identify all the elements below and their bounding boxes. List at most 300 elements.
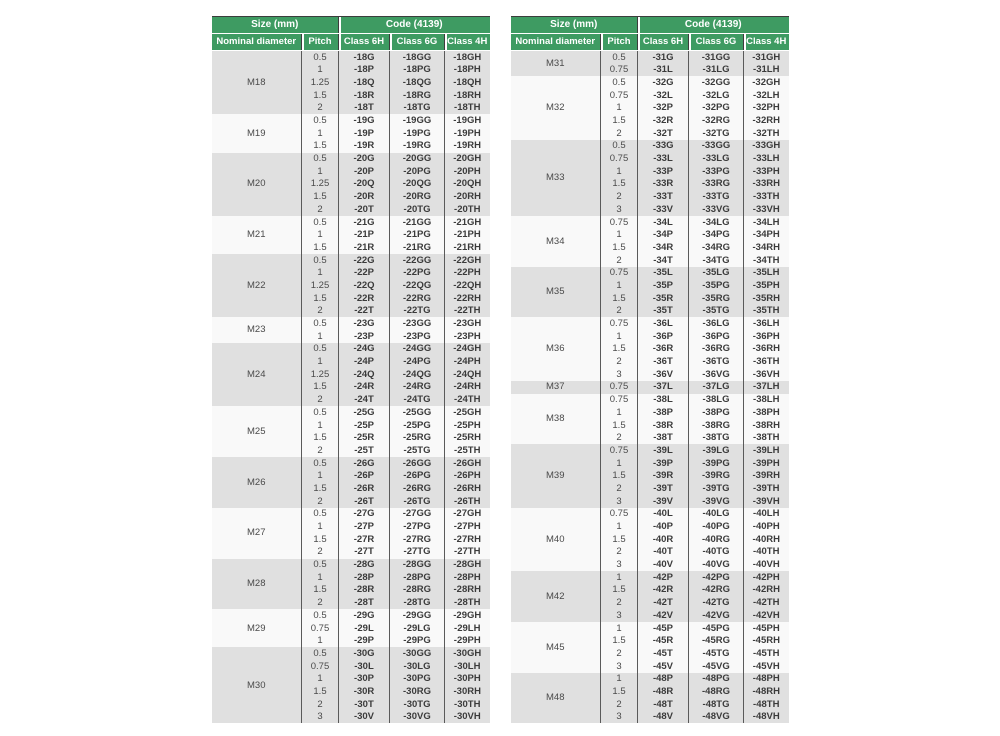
class-6g-code-cell: -18GG <box>390 51 445 64</box>
class-4h-code-cell: -18TH <box>445 102 490 115</box>
class-4h-code-cell: -32GH <box>744 76 789 89</box>
class-6h-code-cell: -36L <box>638 317 689 330</box>
class-6h-code-cell: -24G <box>339 343 390 356</box>
class-4h-code-cell: -40PH <box>744 520 789 533</box>
pitch-cell: 1.25 <box>302 279 339 292</box>
class-4h-code-cell: -48VH <box>744 711 789 724</box>
pitch-cell: 1.25 <box>302 76 339 89</box>
class-6g-code-cell: -34LG <box>689 216 744 229</box>
pitch-cell: 0.5 <box>302 609 339 622</box>
class-6g-code-cell: -27GG <box>390 508 445 521</box>
class-6g-code-cell: -39RG <box>689 470 744 483</box>
class-6g-code-cell: -27PG <box>390 520 445 533</box>
nominal-diameter-cell: M36 <box>511 317 601 380</box>
class-4h-code-cell: -39VH <box>744 495 789 508</box>
class-6h-code-cell: -24Q <box>339 368 390 381</box>
class-6g-code-cell: -34TG <box>689 254 744 267</box>
class-6g-code-cell: -35LG <box>689 267 744 280</box>
class-6h-code-cell: -39R <box>638 470 689 483</box>
class-6h-code-cell: -32R <box>638 114 689 127</box>
class-6h-code-cell: -33P <box>638 165 689 178</box>
pitch-cell: 1 <box>302 267 339 280</box>
pitch-cell: 1 <box>601 330 638 343</box>
table-row <box>212 343 490 356</box>
pitch-cell: 0.75 <box>302 622 339 635</box>
class-6h-code-cell: -38L <box>638 394 689 407</box>
class-6h-code-cell: -32G <box>638 76 689 89</box>
class-4h-code-cell: -30RH <box>445 685 490 698</box>
class-6h-code-cell: -40P <box>638 520 689 533</box>
class-6g-code-cell: -42TG <box>689 597 744 610</box>
class-6h-code-cell: -42R <box>638 584 689 597</box>
class-6h-code-cell: -24P <box>339 356 390 369</box>
class-4h-code-cell: -37LH <box>744 381 789 394</box>
pitch-cell: 0.75 <box>601 444 638 457</box>
class-6g-code-cell: -19PG <box>390 127 445 140</box>
class-4h-code-cell: -19PH <box>445 127 490 140</box>
table-row <box>212 153 490 166</box>
nominal-diameter-cell: M39 <box>511 444 601 507</box>
nominal-diameter-cell: M32 <box>511 76 601 139</box>
class-6h-code-cell: -27R <box>339 533 390 546</box>
class-6g-code-cell: -36VG <box>689 368 744 381</box>
pitch-cell: 2 <box>601 597 638 610</box>
pitch-cell: 2 <box>302 444 339 457</box>
pitch-cell: 3 <box>601 660 638 673</box>
class-6h-code-cell: -26T <box>339 495 390 508</box>
pitch-cell: 0.5 <box>302 343 339 356</box>
class-6g-code-cell: -40PG <box>689 520 744 533</box>
class-6g-code-cell: -48PG <box>689 673 744 686</box>
table-row <box>212 609 490 622</box>
class-6h-code-cell: -35P <box>638 279 689 292</box>
class-4h-code-cell: -35TH <box>744 305 789 318</box>
class-6g-code-cell: -22PG <box>390 267 445 280</box>
pitch-cell: 1 <box>601 279 638 292</box>
class-6h-code-cell: -28T <box>339 597 390 610</box>
table-row <box>212 254 490 267</box>
pitch-cell: 1.5 <box>601 178 638 191</box>
class-6h-code-cell: -29P <box>339 635 390 648</box>
class-6g-code-cell: -33RG <box>689 178 744 191</box>
class-6h-code-cell: -18R <box>339 89 390 102</box>
class-4h-code-cell: -48PH <box>744 673 789 686</box>
class-6h-code-cell: -33V <box>638 203 689 216</box>
pitch-cell: 3 <box>601 559 638 572</box>
class-4h-code-cell: -40TH <box>744 546 789 559</box>
class-6h-code-cell: -36V <box>638 368 689 381</box>
class-6g-code-cell: -30PG <box>390 673 445 686</box>
class-6g-code-cell: -24PG <box>390 356 445 369</box>
pitch-cell: 1.5 <box>601 533 638 546</box>
class-6g-code-cell: -32RG <box>689 114 744 127</box>
class-6g-code-cell: -39VG <box>689 495 744 508</box>
class-6g-code-cell: -22RG <box>390 292 445 305</box>
class-4h-code-cell: -45TH <box>744 647 789 660</box>
class-4h-code-cell: -45RH <box>744 635 789 648</box>
class-6g-code-cell: -40VG <box>689 559 744 572</box>
class-4h-code-cell: -45PH <box>744 622 789 635</box>
class-6h-code-cell: -38R <box>638 419 689 432</box>
class-4h-code-cell: -24GH <box>445 343 490 356</box>
class-6h-code-cell: -20Q <box>339 178 390 191</box>
class-6h-code-cell: -39L <box>638 444 689 457</box>
class-4h-code-cell: -22RH <box>445 292 490 305</box>
class-6h-code-cell: -48V <box>638 711 689 724</box>
class-4h-code-cell: -32TH <box>744 127 789 140</box>
table-row <box>212 216 490 229</box>
pitch-cell: 1.25 <box>302 368 339 381</box>
class-6h-code-cell: -42V <box>638 609 689 622</box>
class-6g-code-cell: -23PG <box>390 330 445 343</box>
pitch-cell: 1 <box>302 127 339 140</box>
class-6g-code-cell: -36LG <box>689 317 744 330</box>
class-4h-code-cell: -25GH <box>445 406 490 419</box>
table-row <box>212 317 490 330</box>
class-6h-code-cell: -30P <box>339 673 390 686</box>
pitch-cell: 0.5 <box>601 51 638 64</box>
table-row <box>212 559 490 572</box>
class-6h-code-cell: -22Q <box>339 279 390 292</box>
class-6g-code-cell: -42PG <box>689 571 744 584</box>
class-6h-code-cell: -30G <box>339 647 390 660</box>
pitch-cell: 0.5 <box>302 153 339 166</box>
pitch-cell: 1 <box>302 470 339 483</box>
class-4h-code-cell: -48TH <box>744 698 789 711</box>
class-6g-code-cell: -48TG <box>689 698 744 711</box>
class-6h-code-cell: -36P <box>638 330 689 343</box>
class-4h-code-cell: -18RH <box>445 89 490 102</box>
class-4h-code-cell: -27TH <box>445 546 490 559</box>
header-column-row <box>511 34 789 51</box>
class-6h-code-cell: -21R <box>339 241 390 254</box>
class-4h-code-cell: -24PH <box>445 356 490 369</box>
class-6h-code-cell: -40R <box>638 533 689 546</box>
class-4h-code-cell: -35RH <box>744 292 789 305</box>
class-4h-code-cell: -30PH <box>445 673 490 686</box>
class-4h-code-cell: -19GH <box>445 114 490 127</box>
class-4h-code-cell: -20PH <box>445 165 490 178</box>
pitch-cell: 2 <box>601 191 638 204</box>
class-4h-code-cell: -24RH <box>445 381 490 394</box>
pitch-cell: 0.75 <box>601 317 638 330</box>
pitch-cell: 0.5 <box>601 76 638 89</box>
class-4h-code-cell: -18QH <box>445 76 490 89</box>
class-4h-code-cell: -33RH <box>744 178 789 191</box>
size-group-header: Size (mm) <box>212 17 339 34</box>
class-4h-code-cell: -26TH <box>445 495 490 508</box>
pitch-cell: 0.75 <box>601 64 638 77</box>
class-6g-code-cell: -35PG <box>689 279 744 292</box>
table-row <box>212 508 490 521</box>
table-row <box>511 444 789 457</box>
class-6g-code-cell: -45RG <box>689 635 744 648</box>
table-row <box>212 114 490 127</box>
class-4h-code-cell: -21PH <box>445 229 490 242</box>
class-4h-code-cell: -35PH <box>744 279 789 292</box>
class-6g-code-cell: -39TG <box>689 482 744 495</box>
class-6g-code-cell: -42VG <box>689 609 744 622</box>
table-header <box>212 17 490 51</box>
pitch-cell: 2 <box>302 203 339 216</box>
class-6h-code-cell: -34T <box>638 254 689 267</box>
class-6g-code-cell: -30RG <box>390 685 445 698</box>
table-header <box>511 17 789 51</box>
class-6g-code-cell: -21GG <box>390 216 445 229</box>
class-4h-code-cell: -48RH <box>744 685 789 698</box>
code-table-left <box>212 16 490 723</box>
class-4h-code-cell: -38PH <box>744 406 789 419</box>
class-4h-code-cell: -36VH <box>744 368 789 381</box>
pitch-cell: 0.5 <box>302 559 339 572</box>
class-6h-code-cell: -22G <box>339 254 390 267</box>
nominal-diameter-cell: M38 <box>511 394 601 445</box>
class-6h-code-cell: -24R <box>339 381 390 394</box>
class-4h-code-cell: -28RH <box>445 584 490 597</box>
class-4h-code-cell: -33GH <box>744 140 789 153</box>
table-body-right <box>511 51 789 724</box>
pitch-cell: 0.5 <box>302 508 339 521</box>
pitch-cell: 1.5 <box>601 635 638 648</box>
class-4h-code-cell: -23GH <box>445 317 490 330</box>
class-6h-code-cell: -35T <box>638 305 689 318</box>
class-4h-code-cell: -28TH <box>445 597 490 610</box>
col-header-class-4h: Class 4H <box>744 34 789 51</box>
class-4h-code-cell: -22PH <box>445 267 490 280</box>
class-6g-code-cell: -34RG <box>689 241 744 254</box>
class-6g-code-cell: -38RG <box>689 419 744 432</box>
pitch-cell: 2 <box>601 305 638 318</box>
class-6h-code-cell: -39P <box>638 457 689 470</box>
nominal-diameter-cell: M35 <box>511 267 601 318</box>
class-4h-code-cell: -36LH <box>744 317 789 330</box>
class-4h-code-cell: -23PH <box>445 330 490 343</box>
class-6h-code-cell: -35R <box>638 292 689 305</box>
class-6g-code-cell: -28RG <box>390 584 445 597</box>
class-4h-code-cell: -31LH <box>744 64 789 77</box>
class-6g-code-cell: -20PG <box>390 165 445 178</box>
pitch-cell: 3 <box>601 368 638 381</box>
table-row <box>212 457 490 470</box>
class-4h-code-cell: -21RH <box>445 241 490 254</box>
pitch-cell: 1 <box>601 622 638 635</box>
table-row <box>511 51 789 64</box>
nominal-diameter-cell: M37 <box>511 381 601 394</box>
pitch-cell: 2 <box>302 698 339 711</box>
pitch-cell: 0.75 <box>601 508 638 521</box>
class-6g-code-cell: -33VG <box>689 203 744 216</box>
pitch-cell: 2 <box>302 102 339 115</box>
class-4h-code-cell: -26GH <box>445 457 490 470</box>
class-6g-code-cell: -38TG <box>689 432 744 445</box>
table-row <box>511 508 789 521</box>
class-6h-code-cell: -18T <box>339 102 390 115</box>
class-6h-code-cell: -40V <box>638 559 689 572</box>
pitch-cell: 1 <box>302 520 339 533</box>
class-6h-code-cell: -32L <box>638 89 689 102</box>
class-6g-code-cell: -21PG <box>390 229 445 242</box>
class-4h-code-cell: -22TH <box>445 305 490 318</box>
class-6g-code-cell: -23GG <box>390 317 445 330</box>
pitch-cell: 1.5 <box>302 89 339 102</box>
pitch-cell: 0.5 <box>302 457 339 470</box>
class-6h-code-cell: -31L <box>638 64 689 77</box>
pitch-cell: 1.5 <box>302 584 339 597</box>
class-4h-code-cell: -28PH <box>445 571 490 584</box>
pitch-cell: 1.5 <box>302 191 339 204</box>
class-4h-code-cell: -33PH <box>744 165 789 178</box>
class-6h-code-cell: -25T <box>339 444 390 457</box>
class-6g-code-cell: -26PG <box>390 470 445 483</box>
class-6g-code-cell: -48VG <box>689 711 744 724</box>
pitch-cell: 1.5 <box>601 419 638 432</box>
pitch-cell: 2 <box>601 356 638 369</box>
pitch-cell: 1 <box>302 229 339 242</box>
class-4h-code-cell: -40VH <box>744 559 789 572</box>
class-6g-code-cell: -30GG <box>390 647 445 660</box>
table-row <box>511 394 789 407</box>
class-4h-code-cell: -38TH <box>744 432 789 445</box>
class-4h-code-cell: -30VH <box>445 711 490 724</box>
class-4h-code-cell: -42TH <box>744 597 789 610</box>
pitch-cell: 3 <box>601 203 638 216</box>
class-6g-code-cell: -24GG <box>390 343 445 356</box>
class-4h-code-cell: -42VH <box>744 609 789 622</box>
pitch-cell: 1.5 <box>302 241 339 254</box>
table-body-left <box>212 51 490 724</box>
pitch-cell: 2 <box>302 597 339 610</box>
pitch-cell: 0.5 <box>601 140 638 153</box>
class-6g-code-cell: -45VG <box>689 660 744 673</box>
class-4h-code-cell: -18GH <box>445 51 490 64</box>
class-6g-code-cell: -20TG <box>390 203 445 216</box>
class-6h-code-cell: -40T <box>638 546 689 559</box>
class-6g-code-cell: -20RG <box>390 191 445 204</box>
class-6h-code-cell: -42P <box>638 571 689 584</box>
code-group-header: Code (4139) <box>339 17 490 34</box>
class-4h-code-cell: -34TH <box>744 254 789 267</box>
pitch-cell: 1 <box>601 165 638 178</box>
class-6h-code-cell: -21P <box>339 229 390 242</box>
class-6g-code-cell: -19RG <box>390 140 445 153</box>
pitch-cell: 0.75 <box>601 381 638 394</box>
class-4h-code-cell: -27GH <box>445 508 490 521</box>
class-6g-code-cell: -25RG <box>390 432 445 445</box>
nominal-diameter-cell: M26 <box>212 457 302 508</box>
class-6h-code-cell: -29G <box>339 609 390 622</box>
pitch-cell: 1 <box>302 165 339 178</box>
class-6g-code-cell: -37LG <box>689 381 744 394</box>
class-6g-code-cell: -20GG <box>390 153 445 166</box>
pitch-cell: 1 <box>601 406 638 419</box>
pitch-cell: 0.75 <box>601 89 638 102</box>
class-6g-code-cell: -35TG <box>689 305 744 318</box>
class-6g-code-cell: -33TG <box>689 191 744 204</box>
class-4h-code-cell: -35LH <box>744 267 789 280</box>
class-6g-code-cell: -25TG <box>390 444 445 457</box>
class-6g-code-cell: -32GG <box>689 76 744 89</box>
class-4h-code-cell: -30LH <box>445 660 490 673</box>
class-6g-code-cell: -36TG <box>689 356 744 369</box>
class-6g-code-cell: -18TG <box>390 102 445 115</box>
pitch-cell: 1.5 <box>302 482 339 495</box>
pitch-cell: 1 <box>302 635 339 648</box>
pitch-cell: 0.5 <box>302 216 339 229</box>
class-4h-code-cell: -30GH <box>445 647 490 660</box>
class-6h-code-cell: -18Q <box>339 76 390 89</box>
table-row <box>212 406 490 419</box>
class-4h-code-cell: -24TH <box>445 394 490 407</box>
class-4h-code-cell: -22GH <box>445 254 490 267</box>
class-6g-code-cell: -25PG <box>390 419 445 432</box>
class-6h-code-cell: -25R <box>339 432 390 445</box>
class-6g-code-cell: -40LG <box>689 508 744 521</box>
class-4h-code-cell: -39RH <box>744 470 789 483</box>
class-6h-code-cell: -19G <box>339 114 390 127</box>
nominal-diameter-cell: M28 <box>212 559 302 610</box>
class-6h-code-cell: -20P <box>339 165 390 178</box>
class-6h-code-cell: -40L <box>638 508 689 521</box>
pitch-cell: 1.5 <box>601 685 638 698</box>
class-6h-code-cell: -33G <box>638 140 689 153</box>
class-6g-code-cell: -29LG <box>390 622 445 635</box>
size-group-header: Size (mm) <box>511 17 638 34</box>
class-6g-code-cell: -45PG <box>689 622 744 635</box>
nominal-diameter-cell: M20 <box>212 153 302 216</box>
class-6g-code-cell: -38PG <box>689 406 744 419</box>
pitch-cell: 1.5 <box>601 114 638 127</box>
pitch-cell: 1.5 <box>601 343 638 356</box>
pitch-cell: 1 <box>302 673 339 686</box>
class-6h-code-cell: -35L <box>638 267 689 280</box>
class-6h-code-cell: -25P <box>339 419 390 432</box>
nominal-diameter-cell: M30 <box>212 647 302 723</box>
class-6h-code-cell: -23G <box>339 317 390 330</box>
class-6h-code-cell: -25G <box>339 406 390 419</box>
class-6g-code-cell: -18QG <box>390 76 445 89</box>
col-header-pitch: Pitch <box>302 34 339 51</box>
class-4h-code-cell: -36TH <box>744 356 789 369</box>
nominal-diameter-cell: M18 <box>212 51 302 115</box>
class-6g-code-cell: -40RG <box>689 533 744 546</box>
pitch-cell: 1.5 <box>601 292 638 305</box>
class-4h-code-cell: -45VH <box>744 660 789 673</box>
class-4h-code-cell: -21GH <box>445 216 490 229</box>
class-6h-code-cell: -26G <box>339 457 390 470</box>
pitch-cell: 0.5 <box>302 406 339 419</box>
class-6h-code-cell: -18P <box>339 64 390 77</box>
class-6g-code-cell: -30LG <box>390 660 445 673</box>
class-6h-code-cell: -28P <box>339 571 390 584</box>
pitch-cell: 3 <box>601 609 638 622</box>
class-6g-code-cell: -32PG <box>689 102 744 115</box>
table-row <box>511 381 789 394</box>
class-6h-code-cell: -32P <box>638 102 689 115</box>
nominal-diameter-cell: M34 <box>511 216 601 267</box>
class-6h-code-cell: -34L <box>638 216 689 229</box>
table-row <box>511 216 789 229</box>
class-6g-code-cell: -29PG <box>390 635 445 648</box>
pitch-cell: 2 <box>302 546 339 559</box>
class-6h-code-cell: -20R <box>339 191 390 204</box>
class-6h-code-cell: -28R <box>339 584 390 597</box>
class-4h-code-cell: -34PH <box>744 229 789 242</box>
class-4h-code-cell: -30TH <box>445 698 490 711</box>
class-4h-code-cell: -22QH <box>445 279 490 292</box>
class-4h-code-cell: -18PH <box>445 64 490 77</box>
class-6h-code-cell: -34R <box>638 241 689 254</box>
class-6h-code-cell: -27T <box>339 546 390 559</box>
